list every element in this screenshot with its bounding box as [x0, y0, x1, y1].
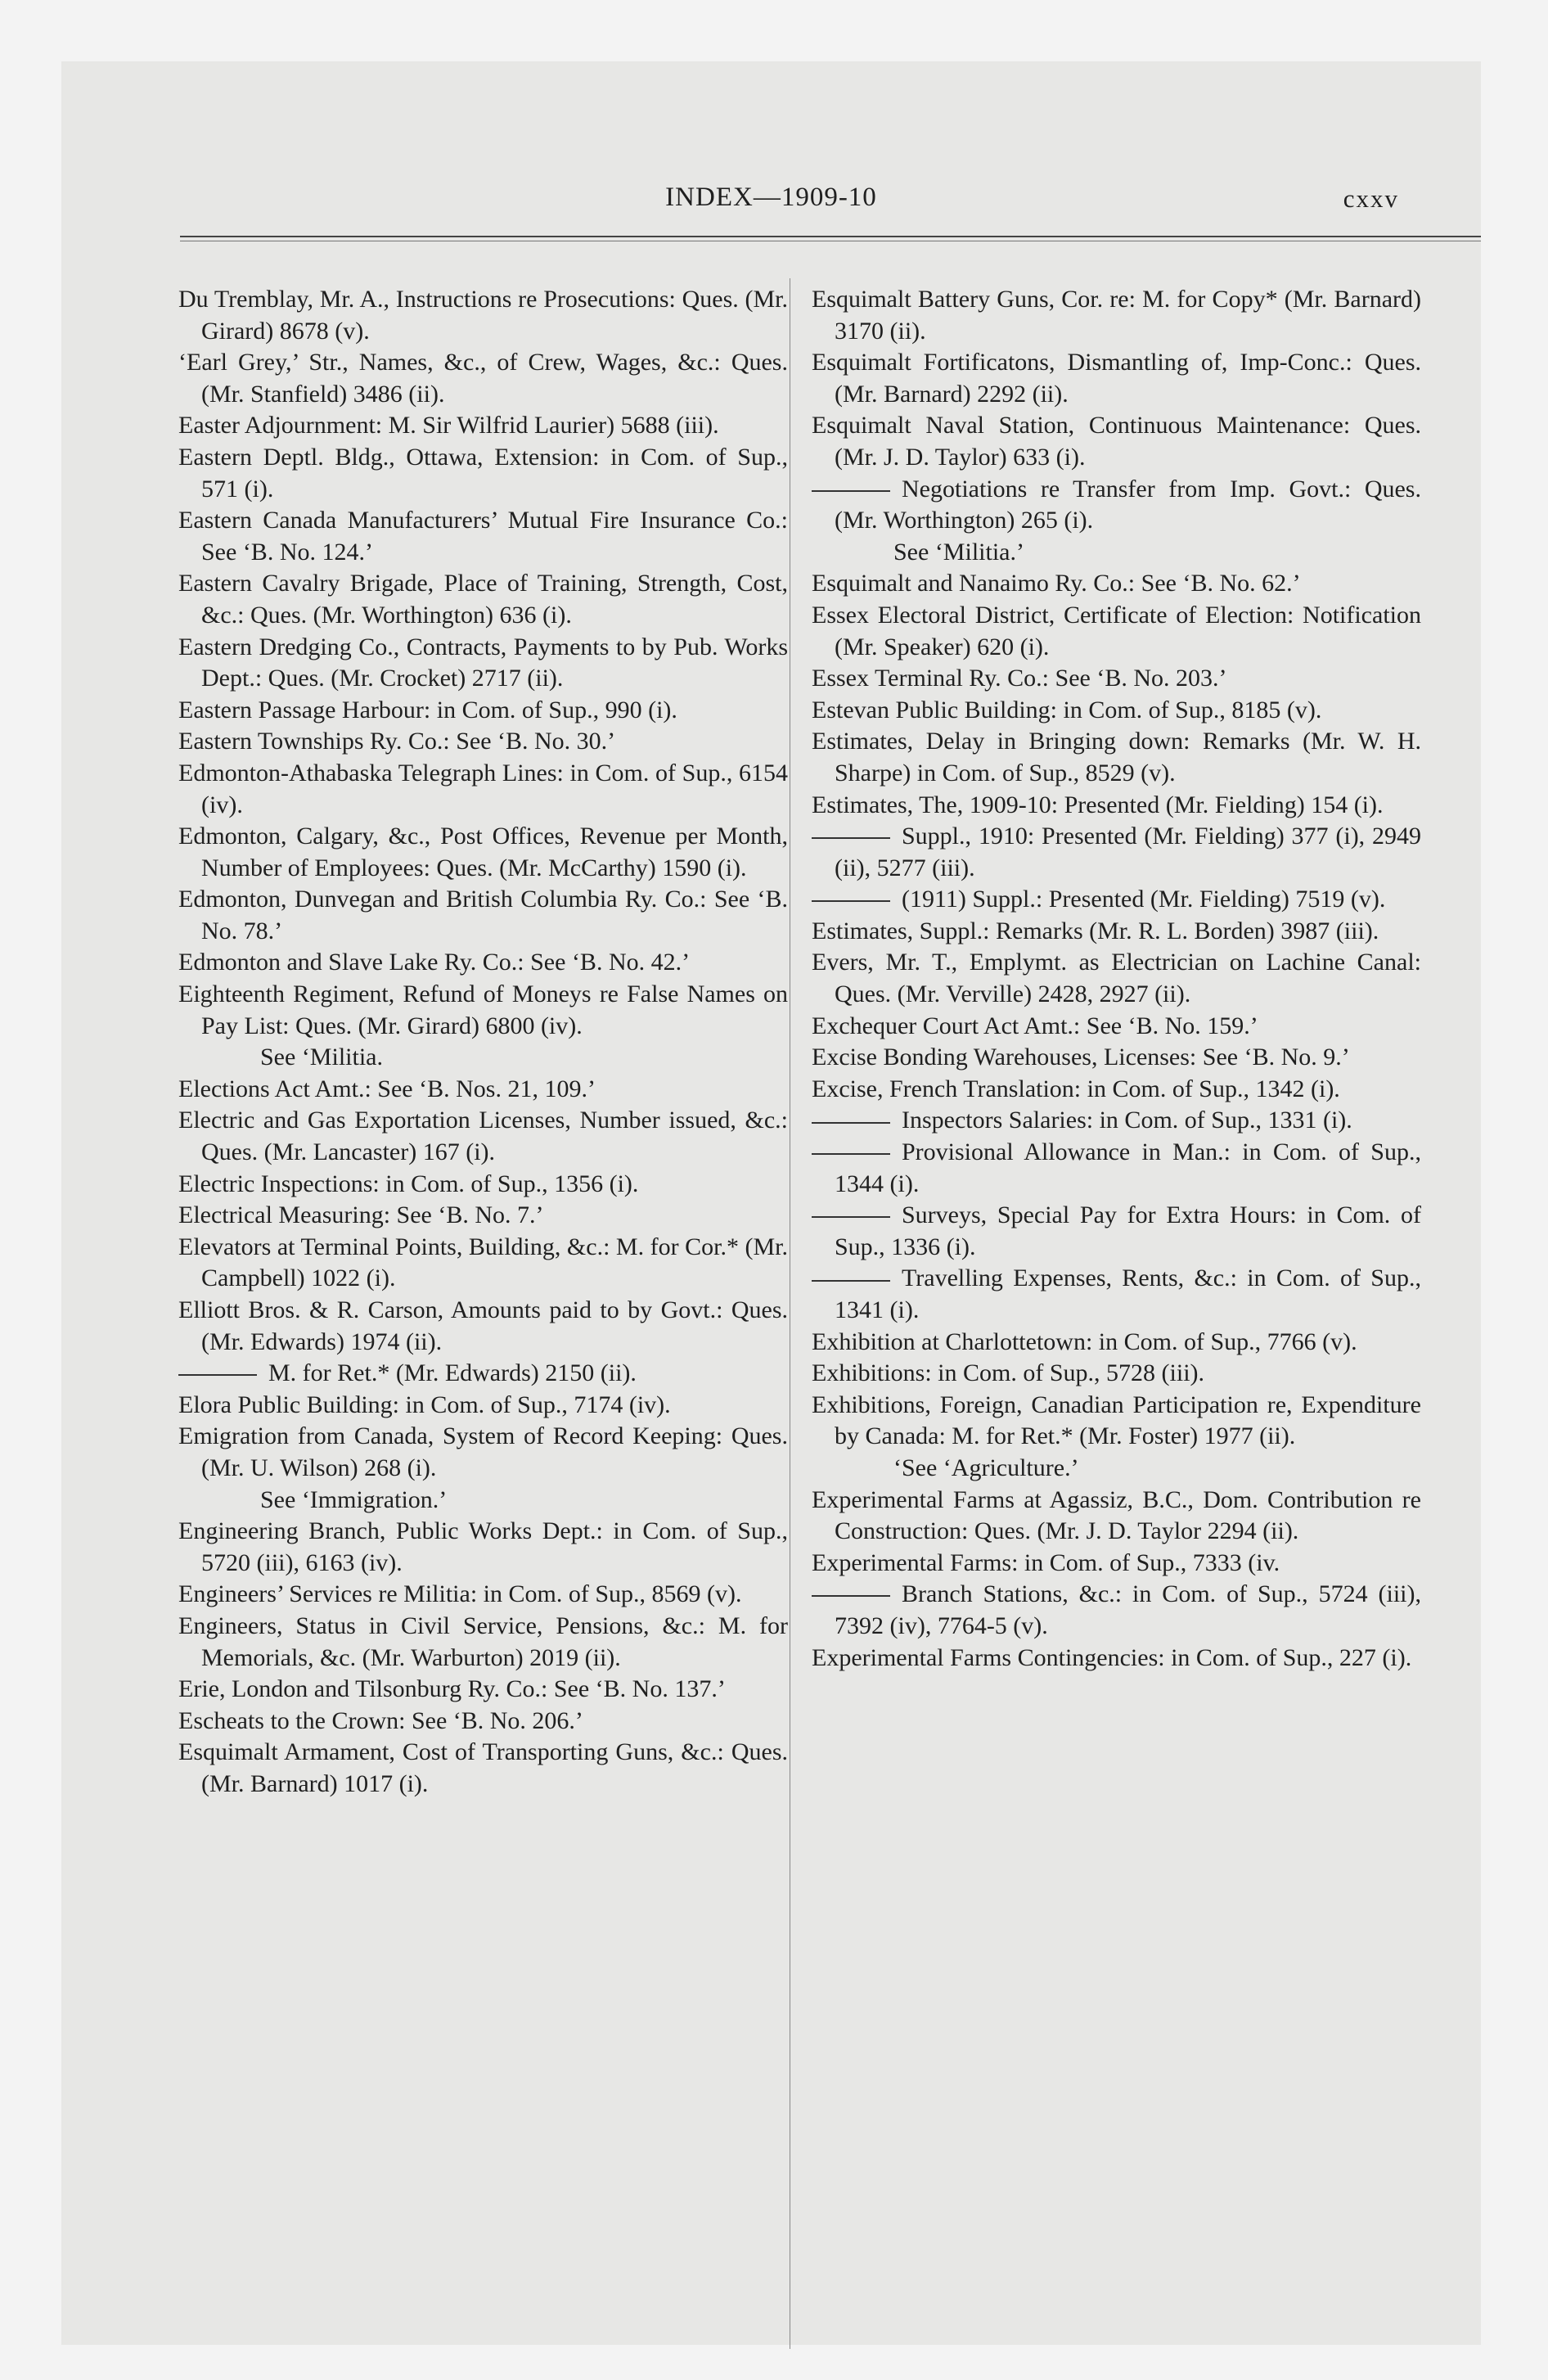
index-entry-text: Elections Act Amt.: See ‘B. Nos. 21, 109.’: [178, 1075, 596, 1102]
index-entry: [812, 1358, 1421, 1390]
index-entry-text: Estevan Public Building: in Com. of Sup., 8185 (v).: [812, 696, 1322, 723]
index-entry: [178, 947, 788, 979]
index-entry-text: Emigration from Canada, System of Record Keeping: Ques. (Mr. U. Wilson) 268 (i).: [178, 1422, 788, 1481]
index-entry-text: Evers, Mr. T., Emplymt. as Electrician on Lachine Canal: Ques. (Mr. Verville) 2428, 2927 (ii).: [812, 949, 1421, 1008]
index-entry: [178, 568, 788, 631]
index-entry-text: Estimates, Suppl.: Remarks (Mr. R. L. Borden) 3987 (iii).: [812, 917, 1379, 944]
index-entry: [178, 1232, 788, 1295]
index-entry: [812, 1137, 1421, 1200]
index-entry-text: Electrical Measuring: See ‘B. No. 7.’: [178, 1201, 544, 1229]
index-entry-text: Suppl., 1910: Presented (Mr. Fielding) 377 (i), 2949 (ii), 5277 (iii).: [835, 823, 1421, 881]
index-entry: [812, 1485, 1421, 1548]
index-entry: [812, 1548, 1421, 1580]
index-entry-text: Experimental Farms at Agassiz, B.C., Dom. Contribution re Construction: Ques. (Mr. J. D. Taylor 2294 (ii).: [812, 1485, 1421, 1545]
index-entry: [812, 1042, 1421, 1074]
index-entry-text: Elora Public Building: in Com. of Sup., 7174 (iv).: [178, 1391, 671, 1418]
index-entry-text: Eastern Dredging Co., Contracts, Payments to by Pub. Works Dept.: Ques. (Mr. Crocket) 2717 (ii).: [178, 633, 788, 692]
index-entry-text: Esquimalt and Nanaimo Ry. Co.: See ‘B. No. 62.’: [812, 570, 1301, 597]
header-rule: [180, 236, 1481, 237]
index-entry: [178, 726, 788, 758]
index-entry: [178, 821, 788, 884]
page-title: INDEX—1909-10: [665, 183, 877, 212]
index-entry-text: Essex Electoral District, Certificate of Election: Notification (Mr. Speaker) 620 (i).: [812, 601, 1421, 660]
index-entry: [178, 1169, 788, 1201]
index-entry-text: Exhibition at Charlottetown: in Com. of Sup., 7766 (v).: [812, 1327, 1357, 1355]
index-entry-text: Elliott Bros. & R. Carson, Amounts paid to by Govt.: Ques. (Mr. Edwards) 1974 (ii).: [178, 1296, 788, 1355]
index-entry-text: Excise, French Translation: in Com. of Sup., 1342 (i).: [812, 1075, 1340, 1102]
index-entry-text: (1911) Suppl.: Presented (Mr. Fielding) 7519 (v).: [902, 886, 1386, 913]
continuation-dash: [812, 1153, 890, 1155]
index-entry: [812, 884, 1421, 916]
index-entry: [178, 347, 788, 410]
index-entry: [178, 632, 788, 695]
index-entry: [178, 442, 788, 505]
index-entry-text: Eighteenth Regiment, Refund of Moneys re False Names on Pay List: Ques. (Mr. Girard) 6800 (iv).: [178, 980, 788, 1039]
index-entry: [812, 916, 1421, 948]
index-entry: [178, 1611, 788, 1674]
index-entry-text: Provisional Allowance in Man.: in Com. of Sup., 1344 (i).: [835, 1138, 1421, 1197]
index-entry-text: Eastern Canada Manufacturers’ Mutual Fire Insurance Co.: See ‘B. No. 124.’: [178, 507, 788, 566]
index-entry: [812, 663, 1421, 695]
index-entry-text: Esquimalt Armament, Cost of Transporting Guns, &c.: Ques. (Mr. Barnard) 1017 (i).: [178, 1738, 788, 1797]
index-entry-text: Exhibitions, Foreign, Canadian Participation re, Expenditure by Canada: M. for Ret.* (Mr. Foster) 1977 (ii).: [812, 1391, 1421, 1450]
index-entry-text: Edmonton, Dunvegan and British Columbia Ry. Co.: See ‘B. No. 78.’: [178, 886, 788, 944]
index-entry: [178, 410, 788, 442]
index-entry: [812, 1263, 1421, 1326]
index-entry-text: Branch Stations, &c.: in Com. of Sup., 5724 (iii), 7392 (iv), 7764-5 (v).: [835, 1580, 1421, 1639]
index-entry-text: Escheats to the Crown: See ‘B. No. 206.’: [178, 1706, 583, 1734]
index-entry: [178, 1105, 788, 1168]
index-entry-text: Edmonton-Athabaska Telegraph Lines: in Com. of Sup., 6154 (iv).: [178, 759, 788, 818]
index-entry: [812, 947, 1421, 1010]
index-entry-text: Eastern Cavalry Brigade, Place of Training, Strength, Cost, &c.: Ques. (Mr. Worthington) 636 (i).: [178, 570, 788, 629]
index-entry: [812, 1011, 1421, 1043]
index-entry-text: Eastern Passage Harbour: in Com. of Sup., 990 (i).: [178, 696, 677, 723]
index-entry-text: Exhibitions: in Com. of Sup., 5728 (iii).: [812, 1359, 1205, 1387]
index-entry-text: Excise Bonding Warehouses, Licenses: See ‘B. No. 9.’: [812, 1044, 1350, 1071]
index-entry: [178, 1295, 788, 1358]
index-entry: [178, 284, 788, 347]
index-entry-text: See ‘Militia.’: [893, 538, 1024, 566]
index-entry-text: Travelling Expenses, Rents, &c.: in Com. of Sup., 1341 (i).: [835, 1264, 1421, 1323]
index-entry-text: See ‘Militia.: [260, 1044, 383, 1071]
index-entry-text: Negotiations re Transfer from Imp. Govt.: Ques. (Mr. Worthington) 265 (i).: [835, 475, 1421, 534]
index-entry: [812, 568, 1421, 600]
index-entry-text: Inspectors Salaries: in Com. of Sup., 1331 (i).: [902, 1107, 1352, 1134]
index-entry: [178, 1737, 788, 1800]
index-entry-text: Exchequer Court Act Amt.: See ‘B. No. 159.’: [812, 1012, 1258, 1039]
continuation-dash: [812, 490, 890, 492]
index-entry: [178, 1042, 788, 1074]
index-entry: [178, 695, 788, 727]
index-entry: [178, 1200, 788, 1232]
index-entry-text: Esquimalt Naval Station, Continuous Maintenance: Ques. (Mr. J. D. Taylor) 633 (i).: [812, 412, 1421, 471]
index-entry: [178, 884, 788, 947]
index-entry-text: Electric and Gas Exportation Licenses, Number issued, &c.: Ques. (Mr. Lancaster) 167 (i).: [178, 1107, 788, 1166]
index-entry-text: Engineering Branch, Public Works Dept.: in Com. of Sup., 5720 (iii), 6163 (iv).: [178, 1517, 788, 1576]
index-entry: [812, 410, 1421, 473]
index-entry: [812, 1074, 1421, 1106]
continuation-dash: [812, 1280, 890, 1282]
left-column: [178, 284, 788, 1801]
index-entry-text: Eastern Deptl. Bldg., Ottawa, Extension: in Com. of Sup., 571 (i).: [178, 443, 788, 503]
index-entry-text: Experimental Farms Contingencies: in Com. of Sup., 227 (i).: [812, 1643, 1412, 1671]
index-entry-text: Elevators at Terminal Points, Building, &c.: M. for Cor.* (Mr. Campbell) 1022 (i).: [178, 1233, 788, 1292]
index-entry: [812, 790, 1421, 822]
index-entry: [812, 474, 1421, 537]
continuation-dash: [178, 1374, 257, 1376]
index-entry-text: ‘Earl Grey,’ Str., Names, &c., of Crew, Wages, &c.: Ques. (Mr. Stanfield) 3486 (ii).: [178, 349, 788, 408]
index-entry-text: Experimental Farms: in Com. of Sup., 7333 (iv.: [812, 1548, 1280, 1576]
index-entry: [178, 979, 788, 1042]
index-entry: [812, 600, 1421, 663]
index-entry-text: M. for Ret.* (Mr. Edwards) 2150 (ii).: [268, 1359, 637, 1387]
continuation-dash: [812, 1595, 890, 1597]
index-entry-text: ‘See ‘Agriculture.’: [893, 1454, 1079, 1481]
index-entry-text: Erie, London and Tilsonburg Ry. Co.: See ‘B. No. 137.’: [178, 1675, 726, 1703]
index-entry: [178, 1390, 788, 1422]
index-entry: [812, 1390, 1421, 1453]
index-entry: [812, 1579, 1421, 1642]
index-entry: [812, 1105, 1421, 1137]
index-entry-text: Edmonton, Calgary, &c., Post Offices, Revenue per Month, Number of Employees: Ques. (Mr. McCarthy) 1590 (i).: [178, 823, 788, 881]
index-entry-text: Du Tremblay, Mr. A., Instructions re Prosecutions: Ques. (Mr. Girard) 8678 (v).: [178, 286, 788, 345]
index-entry: [178, 1674, 788, 1706]
index-page: [61, 61, 1481, 2345]
index-entry-text: Essex Terminal Ry. Co.: See ‘B. No. 203.’: [812, 665, 1227, 692]
index-entry: [178, 1421, 788, 1484]
page-number: cxxv: [1343, 184, 1399, 213]
index-entry: [812, 821, 1421, 884]
index-entry-text: See ‘Immigration.’: [260, 1485, 448, 1513]
index-entry: [812, 726, 1421, 789]
index-entry-text: Engineers, Status in Civil Service, Pensions, &c.: M. for Memorials, &c. (Mr. Warburton) 2019 (ii).: [178, 1611, 788, 1671]
index-entry: [178, 1579, 788, 1611]
index-entry: [812, 347, 1421, 410]
index-entry-text: Esquimalt Fortificatons, Dismantling of, Imp-Conc.: Ques. (Mr. Barnard) 2292 (ii).: [812, 349, 1421, 408]
index-entry-text: Engineers’ Services re Militia: in Com. of Sup., 8569 (v).: [178, 1580, 742, 1608]
index-entry: [178, 1516, 788, 1579]
index-entry-text: Estimates, Delay in Bringing down: Remarks (Mr. W. H. Sharpe) in Com. of Sup., 8529 (v).: [812, 728, 1421, 787]
index-entry-text: Edmonton and Slave Lake Ry. Co.: See ‘B. No. 42.’: [178, 949, 691, 976]
index-entry: [812, 695, 1421, 727]
index-entry: [178, 1358, 788, 1390]
continuation-dash: [812, 1122, 890, 1124]
right-column: [812, 284, 1421, 1674]
index-entry: [812, 537, 1421, 569]
index-entry: [178, 1706, 788, 1738]
index-entry-text: Esquimalt Battery Guns, Cor. re: M. for Copy* (Mr. Barnard) 3170 (ii).: [812, 286, 1421, 345]
index-entry: [812, 1643, 1421, 1675]
index-entry: [178, 505, 788, 568]
index-entry: [178, 1485, 788, 1517]
continuation-dash: [812, 900, 890, 902]
index-entry: [812, 1327, 1421, 1359]
index-entry: [178, 758, 788, 821]
index-entry-text: Surveys, Special Pay for Extra Hours: in Com. of Sup., 1336 (i).: [835, 1201, 1421, 1260]
continuation-dash: [812, 1216, 890, 1218]
index-entry: [812, 284, 1421, 347]
index-entry: [812, 1453, 1421, 1485]
index-entry: [178, 1074, 788, 1106]
index-entry-text: Electric Inspections: in Com. of Sup., 1356 (i).: [178, 1170, 639, 1197]
index-entry-text: Easter Adjournment: M. Sir Wilfrid Laurier) 5688 (iii).: [178, 412, 719, 439]
index-entry-text: Eastern Townships Ry. Co.: See ‘B. No. 30.’: [178, 728, 616, 755]
index-entry-text: Estimates, The, 1909-10: Presented (Mr. Fielding) 154 (i).: [812, 791, 1384, 818]
index-entry: [812, 1200, 1421, 1263]
continuation-dash: [812, 837, 890, 839]
